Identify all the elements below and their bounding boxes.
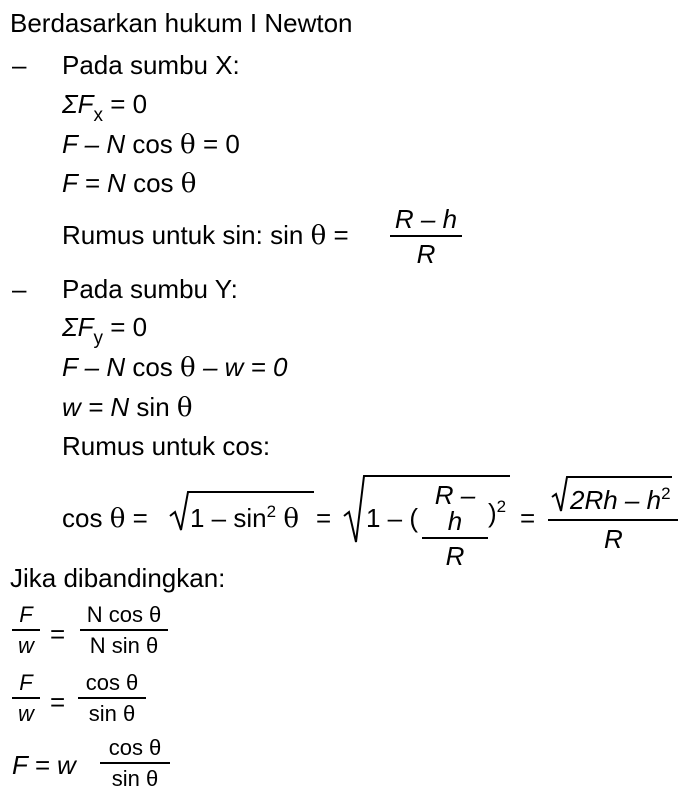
cos-final-fraction (548, 475, 678, 553)
f2-lhs-fraction (12, 672, 40, 725)
x-eq3-theta: θ (180, 169, 197, 199)
radical-3-sup: 2 (661, 484, 671, 503)
radical-2-denominator: R (445, 541, 465, 571)
f1-rhs-fraction (80, 604, 168, 657)
x-eq2-rhs: = 0 (202, 129, 240, 159)
y-eq3-sin: sin (136, 392, 170, 422)
f1-rhs-num: N cos θ (86, 602, 162, 627)
cos-lhs-theta: θ (109, 504, 126, 534)
f3-fraction (100, 737, 170, 790)
cos-equals-3: = (520, 503, 536, 533)
f2-rhs-num: cos θ (85, 670, 139, 695)
sum-fy-rest: = 0 (110, 312, 148, 342)
heading: Berdasarkan hukum I Newton (10, 8, 353, 38)
f3-num: cos θ (108, 735, 162, 760)
radical-1-text: 1 – sin (190, 503, 267, 533)
x-eq3-cos: cos (133, 168, 174, 198)
section-x-title: Pada sumbu X: (62, 50, 240, 80)
y-equation-2 (62, 354, 288, 381)
radical-2-close (488, 497, 507, 528)
radical-2-lead: 1 – ( (366, 503, 419, 533)
cos-final-bar (548, 519, 678, 521)
f2-lhs-num: F (19, 670, 33, 695)
radical-2 (342, 474, 510, 571)
f1-lhs-den: w (18, 633, 34, 658)
y-eq3-lhs: w = N (62, 392, 130, 422)
f3-lhs: F = w (12, 750, 76, 780)
y-equation-3 (62, 394, 193, 421)
f3-den: sin θ (111, 766, 159, 791)
radical-2-paren: ) (488, 498, 497, 528)
sum-fx-rest: = 0 (110, 89, 148, 119)
radical-2-numerator: R – h (434, 480, 476, 536)
f1-lhs-fraction (12, 604, 40, 657)
f2-lhs-den: w (18, 701, 34, 726)
x-eq2-theta: θ (180, 130, 196, 160)
f2-rhs-den: sin θ (88, 701, 136, 726)
bullet-y: – (12, 274, 27, 304)
cos-lhs-text: cos (62, 503, 103, 533)
sin-theta: θ (310, 221, 327, 251)
y-eq2-cos: cos (132, 352, 173, 382)
cos-formula-label: Rumus untuk cos: (62, 431, 271, 461)
x-equation-3 (62, 170, 196, 197)
sum-fx-symbol: ΣF (62, 89, 94, 119)
x-eq3-lhs: F = N (62, 168, 126, 198)
cos-equals-2: = (316, 503, 332, 533)
cos-equals-1: = (132, 503, 148, 533)
sum-fy-subscript: y (93, 328, 103, 349)
sin-numerator: R – h (394, 204, 458, 234)
radical-1-sup: 2 (266, 502, 277, 521)
sum-fx-subscript: x (93, 105, 103, 126)
y-eq2-lhs: F – N (62, 352, 126, 382)
sin-denominator: R (416, 239, 436, 269)
f2-equals: = (50, 687, 66, 717)
x-eq2-lhs: F – N (62, 129, 126, 159)
bullet-x: – (12, 50, 27, 80)
sin-fraction (390, 206, 462, 267)
sin-label-text: Rumus untuk sin: sin (62, 220, 304, 250)
x-equation-2 (62, 131, 240, 158)
radical-1-content (190, 502, 299, 534)
y-eq2-rhs: – w = 0 (202, 352, 288, 382)
f2-rhs-fraction (78, 672, 146, 725)
sin-equals: = (333, 220, 349, 250)
sum-fx-equation (62, 89, 148, 126)
sin-formula-label (62, 222, 349, 249)
radical-3-content (570, 484, 671, 515)
sum-fy-symbol: ΣF (62, 312, 94, 342)
radical-3-text: 2Rh – h (570, 485, 662, 515)
f1-rhs-den: N sin θ (89, 633, 159, 658)
y-eq2-theta: θ (180, 353, 196, 383)
f1-lhs-num: F (19, 602, 33, 627)
sum-fy-equation (62, 312, 148, 349)
radical-1 (168, 490, 314, 532)
cos-lhs (62, 505, 148, 532)
compare-label: Jika dibandingkan: (10, 563, 226, 593)
radical-2-sup: 2 (496, 497, 507, 516)
radical-1-theta: θ (283, 504, 299, 534)
radical-2-fraction (422, 482, 488, 569)
cos-final-denominator: R (604, 524, 623, 554)
x-eq2-cos: cos (132, 129, 173, 159)
y-eq3-theta: θ (176, 393, 193, 423)
f1-equals: = (50, 619, 66, 649)
section-y-title: Pada sumbu Y: (62, 274, 238, 304)
